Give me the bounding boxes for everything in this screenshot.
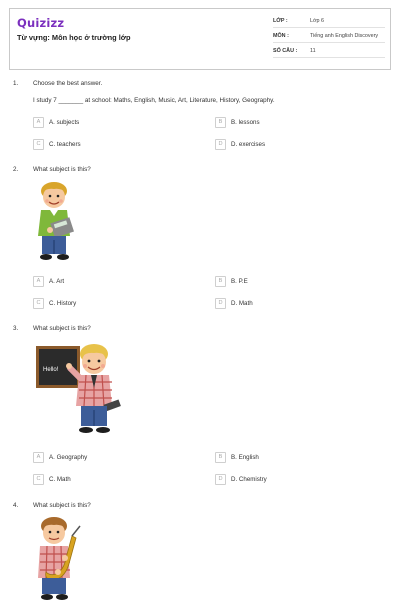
option-key-box[interactable]: D	[215, 139, 226, 150]
boy-at-blackboard-icon	[34, 342, 126, 438]
option-key-box[interactable]: B	[215, 117, 226, 128]
option-text: C. Math	[49, 476, 71, 483]
question-text: Choose the best answer.	[33, 80, 103, 87]
board-text: Hello!	[43, 367, 59, 373]
question-text: What subject is this?	[33, 325, 91, 332]
option-text: D. Math	[231, 300, 253, 307]
option-key-box[interactable]: B	[215, 452, 226, 463]
option-key-box[interactable]: C	[33, 298, 44, 309]
meta-value: 11	[310, 48, 316, 54]
meta-row-class	[273, 15, 385, 28]
meta-label: SỐ CÂU :	[273, 48, 298, 54]
question-prompt: I study 7 _______ at school: Maths, English, Music, Art, Literature, History, Geography.	[33, 97, 275, 104]
option-key-box[interactable]: B	[215, 276, 226, 287]
option-text: D. Chemistry	[231, 476, 267, 483]
worksheet-title: Từ vựng: Môn học ở trường lớp	[17, 33, 131, 42]
question-number: 3.	[13, 325, 19, 332]
boy-with-saxophone-icon	[32, 516, 88, 600]
option-key-box[interactable]: D	[215, 474, 226, 485]
question-text: What subject is this?	[33, 502, 91, 509]
option-key-box[interactable]: C	[33, 139, 44, 150]
option-text: A. Art	[49, 278, 65, 285]
option-text: B. lessons	[231, 119, 260, 126]
meta-label: LỚP :	[273, 18, 288, 24]
option-text: A. subjects	[49, 119, 80, 126]
option-key-box[interactable]: A	[33, 276, 44, 287]
meta-label: MÔN :	[273, 33, 289, 39]
option-key-box[interactable]: A	[33, 452, 44, 463]
boy-with-calculator-icon	[30, 180, 80, 266]
option-text: A. Geography	[49, 454, 88, 461]
option-key-box[interactable]: A	[33, 117, 44, 128]
option-text: C. History	[49, 300, 77, 307]
meta-row-subject	[273, 30, 385, 43]
option-text: D. exercises	[231, 141, 266, 148]
question-text: What subject is this?	[33, 166, 91, 173]
meta-value: Lớp 6	[310, 18, 325, 24]
option-text: B. P.E	[231, 278, 248, 285]
question-number: 1.	[13, 80, 19, 87]
meta-row-count	[273, 45, 385, 58]
option-text: B. English	[231, 454, 259, 461]
quizizz-logo: Quizizz	[17, 16, 65, 30]
worksheet-header	[9, 8, 391, 70]
option-key-box[interactable]: D	[215, 298, 226, 309]
option-key-box[interactable]: C	[33, 474, 44, 485]
question-number: 4.	[13, 502, 19, 509]
meta-value: Tiếng anh English Discovery	[310, 33, 379, 39]
option-text: C. teachers	[49, 141, 81, 148]
question-number: 2.	[13, 166, 19, 173]
